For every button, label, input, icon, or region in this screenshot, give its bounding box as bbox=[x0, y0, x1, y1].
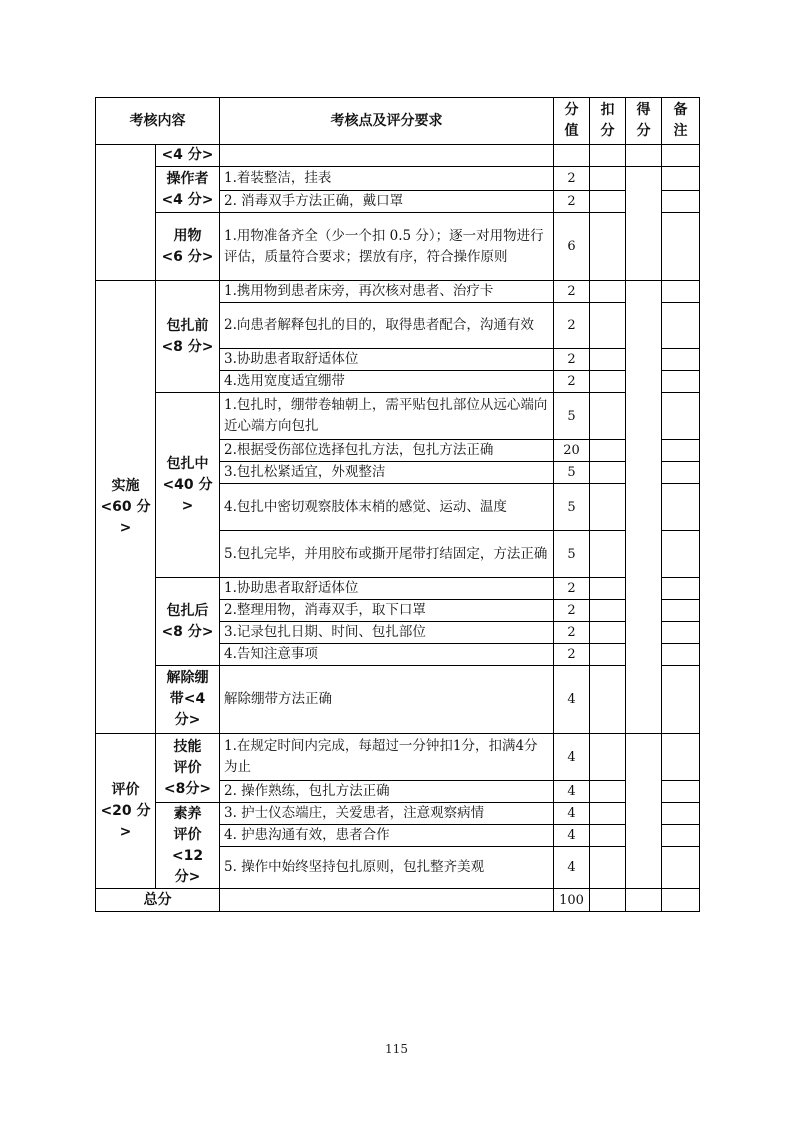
item-score: 5 bbox=[554, 531, 590, 578]
remark-cell bbox=[662, 531, 700, 578]
total-label: 总分 bbox=[96, 889, 220, 912]
item-score: 2 bbox=[554, 622, 590, 644]
item-score: 5 bbox=[554, 462, 590, 484]
item-text: 2.向患者解释包扎的目的，取得患者配合，沟通有效 bbox=[220, 303, 554, 349]
deduct-cell bbox=[590, 303, 626, 349]
remark-cell bbox=[662, 167, 700, 191]
header-remark: 备 注 bbox=[662, 98, 700, 145]
table-row bbox=[96, 213, 700, 281]
item-score: 2 bbox=[554, 600, 590, 622]
total-criteria-cell bbox=[220, 889, 554, 912]
total-score: 100 bbox=[554, 889, 590, 912]
subcategory-cell: 包扎前 <8 分> bbox=[156, 281, 220, 393]
category-evaluation: 评价 <20 分> bbox=[96, 734, 156, 889]
item-text: 4.包扎中密切观察肢体末梢的感觉、运动、温度 bbox=[220, 484, 554, 531]
table-row bbox=[96, 666, 700, 734]
assessment-table bbox=[95, 97, 700, 912]
remark-cell bbox=[662, 889, 700, 912]
remark-cell bbox=[662, 393, 700, 440]
remark-cell bbox=[662, 484, 700, 531]
item-text: 4. 护患沟通有效，患者合作 bbox=[220, 825, 554, 847]
deduct-cell bbox=[590, 734, 626, 781]
deduct-cell bbox=[590, 803, 626, 825]
item-score: 6 bbox=[554, 213, 590, 281]
remark-cell bbox=[662, 281, 700, 303]
subcategory-cell: 包扎中 <40 分> bbox=[156, 393, 220, 578]
table-row bbox=[96, 167, 700, 191]
item-score: 5 bbox=[554, 484, 590, 531]
item-score: 2 bbox=[554, 191, 590, 213]
deduct-cell bbox=[590, 281, 626, 303]
item-score bbox=[554, 145, 590, 167]
item-score: 2 bbox=[554, 303, 590, 349]
item-text: 2.根据受伤部位选择包扎方法，包扎方法正确 bbox=[220, 440, 554, 462]
deduct-cell bbox=[590, 781, 626, 803]
deduct-cell bbox=[590, 825, 626, 847]
deduct-cell bbox=[590, 462, 626, 484]
deduct-cell bbox=[590, 578, 626, 600]
remark-cell bbox=[662, 213, 700, 281]
header-row bbox=[96, 98, 700, 145]
earned-cell bbox=[626, 145, 662, 167]
item-text: 1.包扎时，绷带卷轴朝上，需平贴包扎部位从远心端向近心端方向包扎 bbox=[220, 393, 554, 440]
item-score: 20 bbox=[554, 440, 590, 462]
subcategory-cell: 素养 评价 <12 分> bbox=[156, 803, 220, 889]
item-score: 2 bbox=[554, 349, 590, 371]
remark-cell bbox=[662, 847, 700, 889]
item-score: 4 bbox=[554, 825, 590, 847]
deduct-cell bbox=[590, 644, 626, 666]
item-text: 3.记录包扎日期、时间、包扎部位 bbox=[220, 622, 554, 644]
item-text: 2. 消毒双手方法正确，戴口罩 bbox=[220, 191, 554, 213]
header-deduct: 扣 分 bbox=[590, 98, 626, 145]
remark-cell bbox=[662, 578, 700, 600]
table-row bbox=[96, 145, 700, 167]
deduct-cell bbox=[590, 440, 626, 462]
item-text: 解除绷带方法正确 bbox=[220, 666, 554, 734]
table-row bbox=[96, 578, 700, 600]
item-score: 4 bbox=[554, 734, 590, 781]
deduct-cell bbox=[590, 213, 626, 281]
subcategory-cell: 解除绷 带<4 分> bbox=[156, 666, 220, 734]
item-text: 3. 护士仪态端庄，关爱患者，注意观察病情 bbox=[220, 803, 554, 825]
remark-cell bbox=[662, 440, 700, 462]
item-text: 5. 操作中始终坚持包扎原则，包扎整齐美观 bbox=[220, 847, 554, 889]
remark-cell bbox=[662, 600, 700, 622]
remark-cell bbox=[662, 371, 700, 393]
earned-cell bbox=[626, 281, 662, 734]
item-text: 4.告知注意事项 bbox=[220, 644, 554, 666]
remark-cell bbox=[662, 622, 700, 644]
remark-cell bbox=[662, 734, 700, 781]
remark-cell bbox=[662, 303, 700, 349]
item-text: 1.在规定时间内完成，每超过一分钟扣1分，扣满4分为止 bbox=[220, 734, 554, 781]
earned-cell bbox=[626, 734, 662, 889]
total-row bbox=[96, 889, 700, 912]
remark-cell bbox=[662, 462, 700, 484]
item-score: 2 bbox=[554, 167, 590, 191]
deduct-cell bbox=[590, 145, 626, 167]
subcategory-cell: 操作者 <4 分> bbox=[156, 167, 220, 213]
table-row bbox=[96, 803, 700, 825]
item-text: 3.包扎松紧适宜，外观整洁 bbox=[220, 462, 554, 484]
remark-cell bbox=[662, 781, 700, 803]
header-criteria: 考核点及评分要求 bbox=[220, 98, 554, 145]
item-text: 5.包扎完毕，并用胶布或撕开尾带打结固定，方法正确 bbox=[220, 531, 554, 578]
table-row bbox=[96, 734, 700, 781]
item-score: 4 bbox=[554, 781, 590, 803]
deduct-cell bbox=[590, 889, 626, 912]
deduct-cell bbox=[590, 393, 626, 440]
item-text: 1.着装整洁，挂表 bbox=[220, 167, 554, 191]
subcategory-cell: 技能 评价 <8分> bbox=[156, 734, 220, 803]
deduct-cell bbox=[590, 349, 626, 371]
item-score: 2 bbox=[554, 644, 590, 666]
item-score: 5 bbox=[554, 393, 590, 440]
item-score: 2 bbox=[554, 281, 590, 303]
earned-cell bbox=[626, 167, 662, 281]
item-text: 1.协助患者取舒适体位 bbox=[220, 578, 554, 600]
header-value: 分 值 bbox=[554, 98, 590, 145]
item-score: 4 bbox=[554, 666, 590, 734]
category-cell-blank bbox=[96, 145, 156, 281]
subcategory-cell: <4 分> bbox=[156, 145, 220, 167]
earned-cell bbox=[626, 889, 662, 912]
item-score: 2 bbox=[554, 371, 590, 393]
table-row bbox=[96, 393, 700, 440]
deduct-cell bbox=[590, 531, 626, 578]
remark-cell bbox=[662, 644, 700, 666]
item-text: 2. 操作熟练，包扎方法正确 bbox=[220, 781, 554, 803]
category-implementation: 实施 <60 分> bbox=[96, 281, 156, 734]
subcategory-cell: 包扎后 <8 分> bbox=[156, 578, 220, 666]
deduct-cell bbox=[590, 600, 626, 622]
deduct-cell bbox=[590, 847, 626, 889]
remark-cell bbox=[662, 825, 700, 847]
item-score: 4 bbox=[554, 803, 590, 825]
deduct-cell bbox=[590, 666, 626, 734]
header-earned: 得 分 bbox=[626, 98, 662, 145]
item-text bbox=[220, 145, 554, 167]
remark-cell bbox=[662, 803, 700, 825]
deduct-cell bbox=[590, 167, 626, 191]
remark-cell bbox=[662, 145, 700, 167]
item-text: 2.整理用物，消毒双手，取下口罩 bbox=[220, 600, 554, 622]
deduct-cell bbox=[590, 191, 626, 213]
remark-cell bbox=[662, 191, 700, 213]
deduct-cell bbox=[590, 622, 626, 644]
item-score: 2 bbox=[554, 578, 590, 600]
item-text: 1.用物准备齐全（少一个扣 0.5 分）；逐一对用物进行评估，质量符合要求；摆放有序，符合操作原则 bbox=[220, 213, 554, 281]
item-text: 1.携用物到患者床旁，再次核对患者、治疗卡 bbox=[220, 281, 554, 303]
remark-cell bbox=[662, 666, 700, 734]
deduct-cell bbox=[590, 484, 626, 531]
item-text: 4.选用宽度适宜绷带 bbox=[220, 371, 554, 393]
table-row bbox=[96, 281, 700, 303]
item-score: 4 bbox=[554, 847, 590, 889]
header-content: 考核内容 bbox=[96, 98, 220, 145]
page-number: 115 bbox=[385, 1042, 408, 1056]
subcategory-cell: 用物 <6 分> bbox=[156, 213, 220, 281]
item-text: 3.协助患者取舒适体位 bbox=[220, 349, 554, 371]
remark-cell bbox=[662, 349, 700, 371]
deduct-cell bbox=[590, 371, 626, 393]
